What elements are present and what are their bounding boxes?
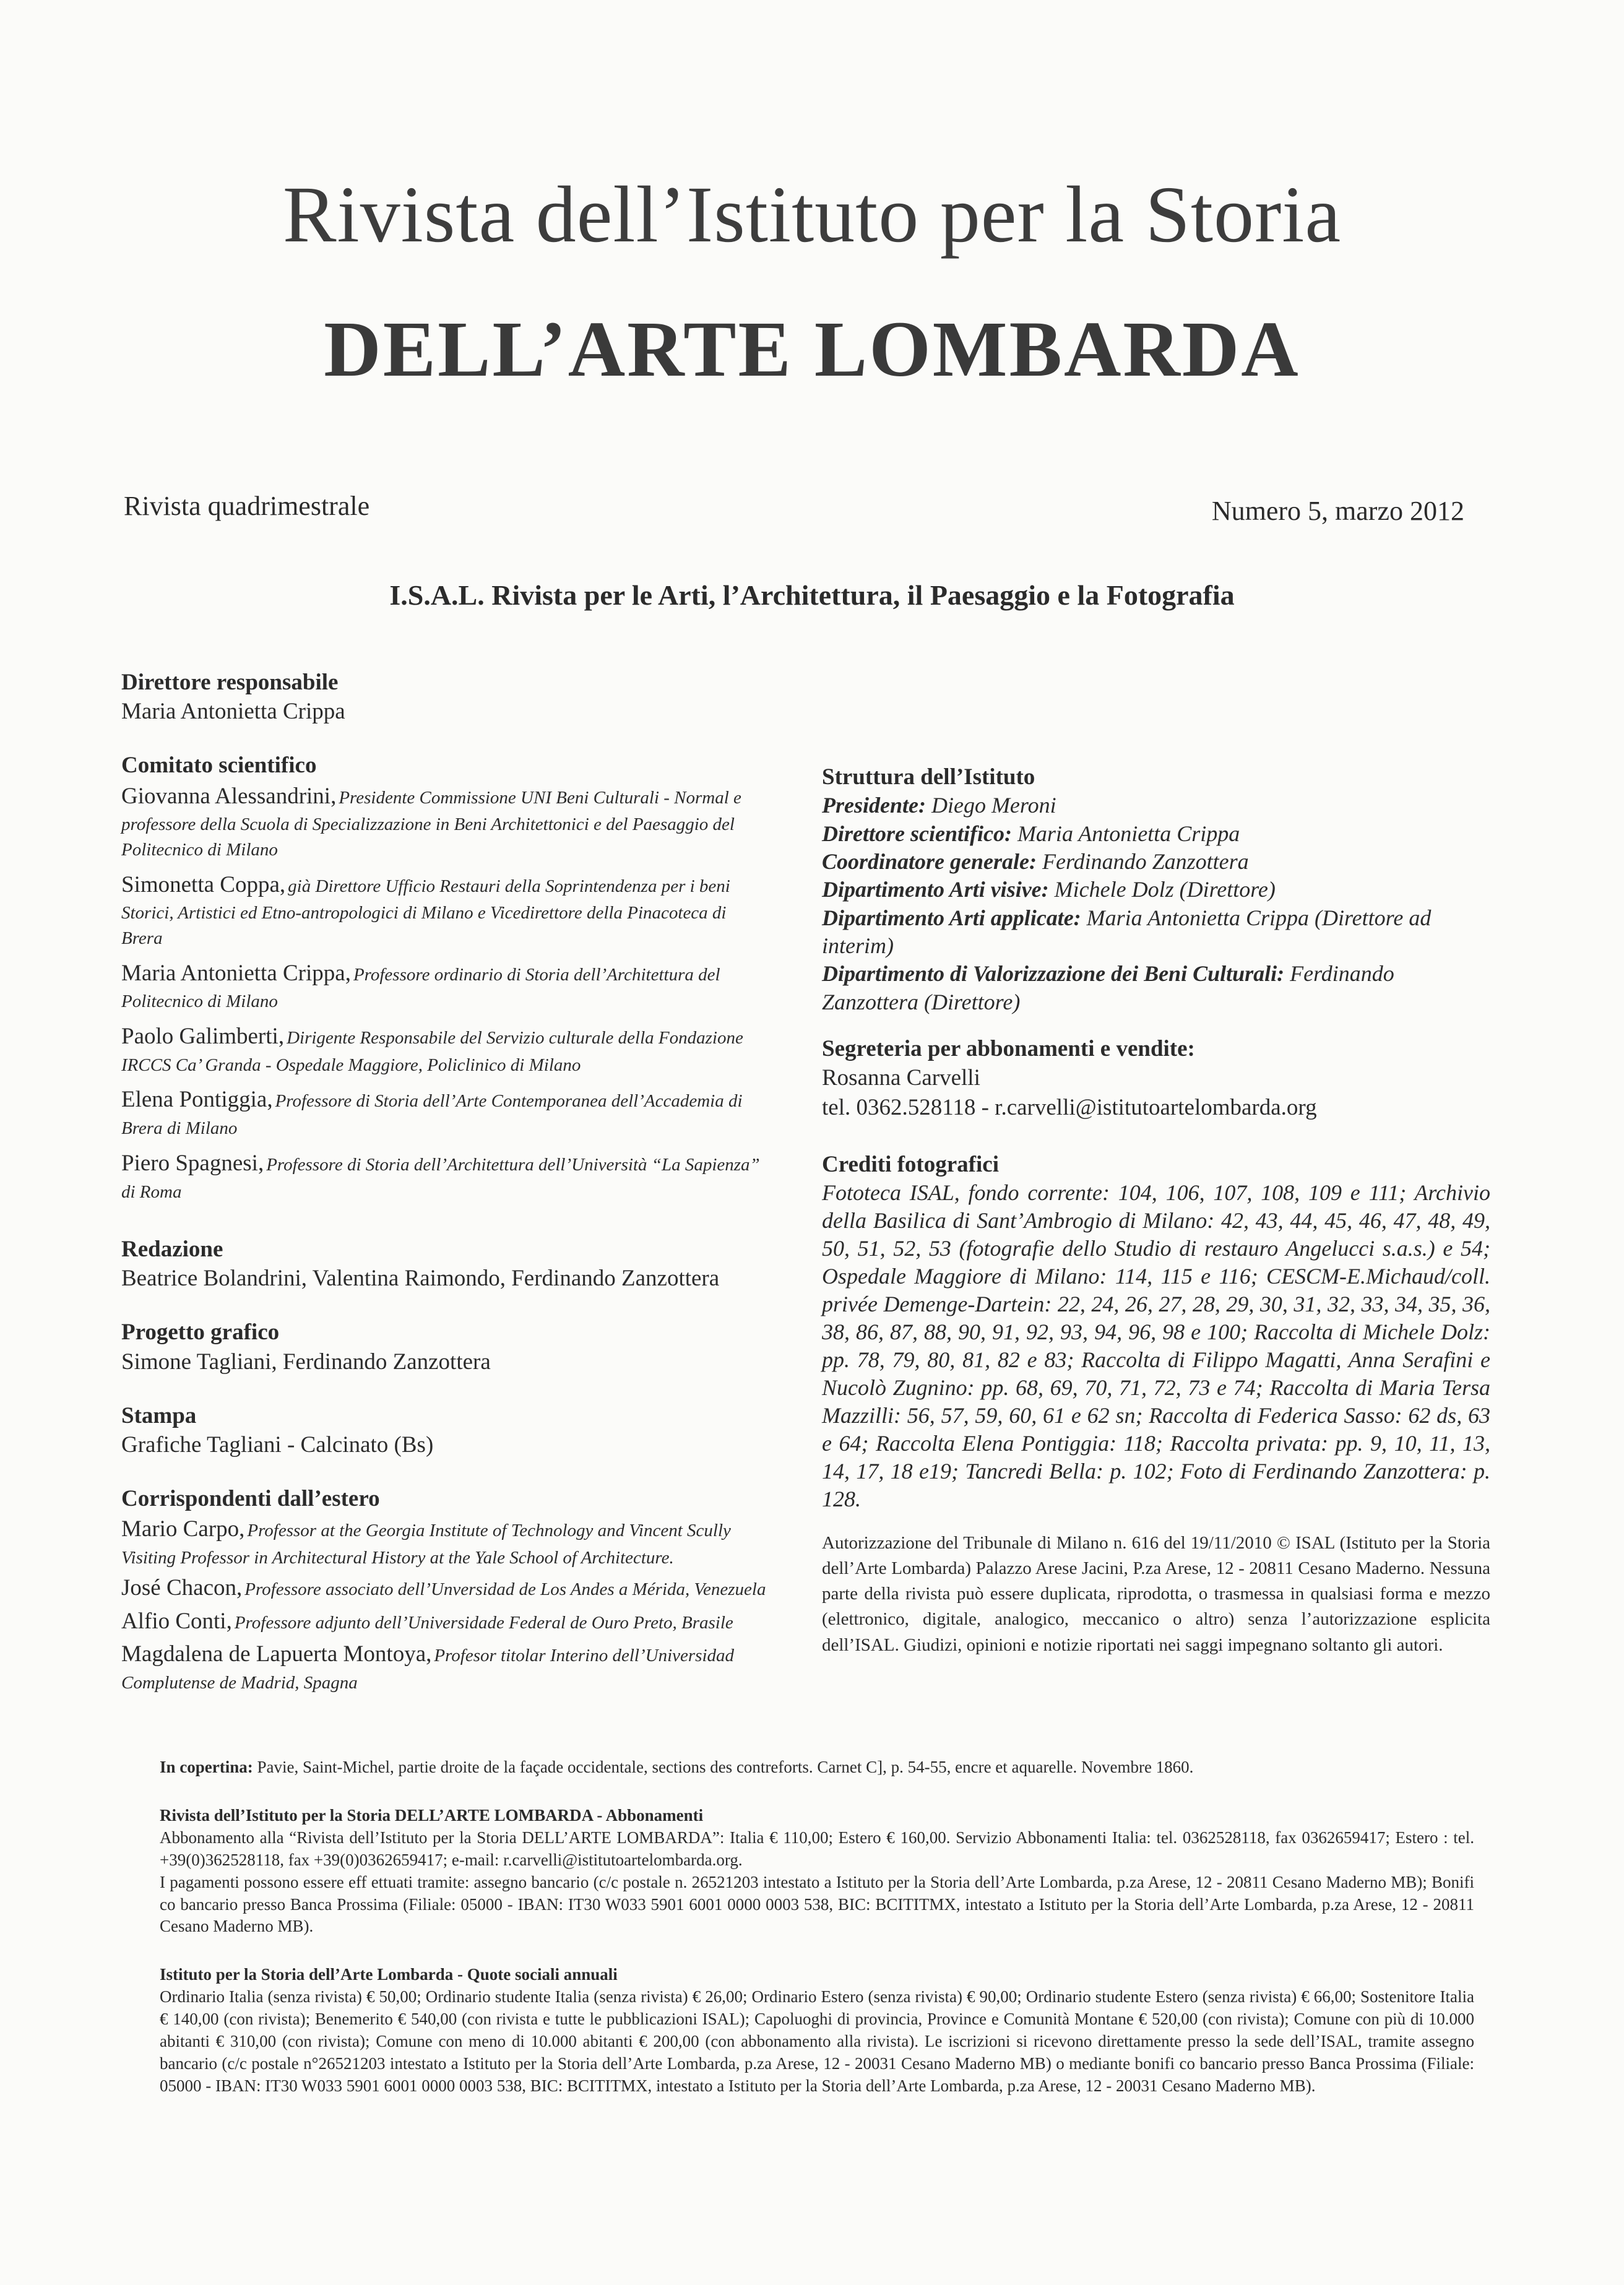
- struttura-role: Presidente:: [822, 793, 926, 818]
- left-column: [121, 668, 771, 1697]
- member-role: Professore di Storia dell’Arte Contemporanea dell’Accademia di Brera di Milano: [121, 1091, 743, 1139]
- direttore-name: Maria Antonietta Crippa: [121, 699, 345, 725]
- struttura-value: Maria Antonietta Crippa (Direttore ad interim): [822, 905, 1432, 959]
- autorizzazione-text: Autorizzazione del Tribunale di Milano n. 616 del 19/11/2010 © ISAL (Istituto per la Storia dell’Arte Lombarda) Palazzo Arese Jacini, P.za Arese, 12 - 20811 Cesano Maderno. Nessuna parte della rivista può essere duplicata, riprodotta, o trasmessa in qualsiasi forma e mezzo (elettronico, digitale, analogico, meccanico o altro) senza l’autorizzazione esplicita dell’ISAL. Giudizi, opinioni e notizie riportati nei saggi impegnano soltanto gli autori.: [822, 1532, 1490, 1655]
- struttura-line: [822, 876, 1490, 904]
- abbonamenti-paragraph: Abbonamento alla “Rivista dell’Istituto per la Storia DELL’ARTE LOMBARDA”: Italia € 110,00; Estero € 160,00. Servizio Abbonamenti Italia: tel. 0362528118, fax 0362659417; Estero : tel. +39(0)362528118, fax +39(0)0362659417; e-mail: r.carvelli@istitutoartelombarda.org.: [160, 1828, 1474, 1869]
- struttura-value: Ferdinando Zanzottera: [1042, 849, 1249, 874]
- segreteria-name: Rosanna Carvelli: [822, 1065, 980, 1091]
- member-name: Paolo Galimberti,: [121, 1023, 285, 1049]
- pagamenti-paragraph: I pagamenti possono essere eff ettuati tramite: assegno bancario (c/c postale n. 26521203 intestato a Istituto per la Storia dell’Arte Lombarda, p.za Arese, 12 - 20811 Cesano Maderno MB); Bonifi co bancario presso Banca Prossima (Filiale: 05000 - IBAN: IT30 W033 5901 6001 0000 0003 538, BIC: BCITITMX, intestato a Istituto per la Storia dell’Arte Lombarda, p.za Arese, 12 - 20811 Cesano Maderno MB).: [160, 1872, 1474, 1936]
- segreteria-contact: tel. 0362.528118 - r.carvelli@istitutoartelombarda.org: [822, 1095, 1317, 1121]
- member-role: Professore di Storia dell’Architettura dell’Università “La Sapienza” di Roma: [121, 1154, 760, 1202]
- comitato-entry: [121, 957, 771, 1014]
- correspondent-name: Mario Carpo,: [121, 1516, 245, 1542]
- member-role: già Direttore Ufficio Restauri della Soprintendenza per i beni Storici, Artistici ed Etno-antropologici di Milano e Vicedirettore della Pinacoteca di Brera: [121, 876, 730, 948]
- correspondent-role: Profesor titolar Interino dell’Universidad Complutense de Madrid, Spagna: [121, 1646, 735, 1693]
- copertina-note: [160, 1756, 1474, 1779]
- redazione-heading: Redazione: [121, 1237, 223, 1263]
- struttura-role: Dipartimento di Valorizzazione dei Beni Culturali:: [822, 961, 1285, 987]
- abbonamenti-heading: Rivista dell’Istituto per la Storia DELL’ARTE LOMBARDA - Abbonamenti: [160, 1805, 704, 1825]
- bottom-notes: [160, 1756, 1474, 2123]
- struttura-role: Coordinatore generale:: [822, 849, 1037, 874]
- stampa-heading: Stampa: [121, 1402, 197, 1428]
- struttura-line: [822, 820, 1490, 848]
- comitato-heading: Comitato scientifico: [121, 753, 317, 779]
- comitato-entry: [121, 1084, 771, 1141]
- struttura-value: Diego Meroni: [931, 793, 1056, 818]
- struttura-value: Ferdinando Zanzottera (Direttore): [822, 961, 1394, 1014]
- correspondent-name: José Chacon,: [121, 1574, 243, 1600]
- stampa-names: Grafiche Tagliani - Calcinato (Bs): [121, 1432, 434, 1458]
- struttura-role: Dipartimento Arti visive:: [822, 877, 1049, 902]
- crediti-heading: Crediti fotografici: [822, 1151, 999, 1177]
- corrispondente-entry: [121, 1572, 771, 1604]
- struttura-line: [822, 792, 1490, 819]
- crediti-text: Fototeca ISAL, fondo corrente: 104, 106, 107, 108, 109 e 111; Archivio della Basilica di Sant’Ambrogio di Milano: 42, 43, 44, 45, 46, 47, 48, 49, 50, 51, 52, 53 (fotografie dello Studio di restauro Angelucci s.a.s.) e 54; Ospedale Maggiore di Milano: 114, 115 e 116; CESCM-E.Michaud/coll. privée Demenge-Dartein: 22, 24, 26, 27, 28, 29, 30, 31, 32, 33, 34, 35, 36, 38, 86, 87, 88, 90, 91, 92, 93, 94, 96, 98 e 100; Raccolta di Michele Dolz: pp. 78, 79, 80, 81, 82 e 83; Raccolta di Filippo Magatti, Anna Serafini e Nucolò Zugnino: pp. 68, 69, 70, 71, 72, 73 e 74; Raccolta di Maria Tersa Mazzilli: 56, 57, 59, 60, 61 e 62 sn; Raccolta di Federica Sasso: 62 ds, 63 e 64; Raccolta Elena Pontiggia: 118; Raccolta privata: pp. 9, 10, 11, 13, 14, 17, 18 e19; Tancredi Bella: p. 102; Foto di Ferdinando Zanzottera: p. 128.: [822, 1180, 1490, 1511]
- quote-block: [160, 1964, 1474, 2097]
- correspondent-name: Magdalena de Lapuerta Montoya,: [121, 1641, 432, 1667]
- struttura-heading: Struttura dell’Istituto: [822, 764, 1035, 790]
- redazione-names: Beatrice Bolandrini, Valentina Raimondo, Ferdinando Zanzottera: [121, 1266, 720, 1292]
- correspondent-role: Professore adjunto dell’Universidade Federal de Ouro Preto, Brasile: [234, 1612, 733, 1633]
- member-role: Professore ordinario di Storia dell’Architettura del Politecnico di Milano: [121, 964, 720, 1012]
- direttore-heading: Direttore responsabile: [121, 670, 339, 695]
- member-role: Presidente Commissione UNI Beni Culturali - Normal e professore della Scuola di Specializzazione in Beni Architettonici e del Paesaggio del Politecnico di Milano: [121, 787, 741, 860]
- correspondent-role: Professore associato dell’Unversidad de Los Andes a Mérida, Venezuela: [244, 1579, 766, 1599]
- periodicity-label: Rivista quadrimestrale: [124, 491, 370, 521]
- struttura-role: Dipartimento Arti applicate:: [822, 905, 1081, 930]
- masthead-subtitle: DELL’ARTE LOMBARDA: [324, 305, 1300, 393]
- masthead-title: Rivista dell’Istituto per la Storia: [282, 170, 1342, 259]
- member-role: Dirigente Responsabile del Servizio culturale della Fondazione IRCCS Ca’ Granda - Ospedale Maggiore, Policlinico di Milano: [121, 1027, 743, 1075]
- corrispondente-entry: [121, 1513, 771, 1570]
- copertina-label: In copertina:: [160, 1758, 253, 1776]
- member-name: Elena Pontiggia,: [121, 1087, 273, 1113]
- struttura-value: Michele Dolz (Direttore): [1054, 877, 1276, 902]
- quote-paragraph: Ordinario Italia (senza rivista) € 50,00; Ordinario studente Italia (senza rivista) € 26,00; Ordinario Estero (senza rivista) € 90,00; Ordinario studente Estero (senza rivista) € 66,00; Sostenitore Italia € 140,00 (con rivista); Benemerito € 540,00 (con rivista e tutte le pubblicazioni ISAL); Capoluoghi di provincia, Province e Comunità Montane € 520,00 (con rivista); Comune con più di 10.000 abitanti € 310,00 (con rivista); Comune con meno di 10.000 abitanti € 200,00 (con abbonamento alla rivista). Le iscrizioni si ricevono direttamente presso la sede dell’ISAL, tramite assegno bancario (c/c postale n°26521203 intestato a Istituto per la Storia dell’Arte Lombarda, p.za Arese, 12 - 20031 Cesano Maderno MB) o mediante bonifi co bancario presso Banca Prossima (Filiale: 05000 - IBAN: IT30 W033 5901 6001 0000 0003 538, BIC: BCITITMX, intestato a Istituto per la Storia dell’Arte Lombarda, p.za Arese, 12 - 20031 Cesano Maderno MB).: [160, 1987, 1474, 2095]
- corrispondente-entry: [121, 1638, 771, 1695]
- corrispondenti-heading: Corrispondenti dall’estero: [121, 1486, 380, 1512]
- quote-heading: Istituto per la Storia dell’Arte Lombarda - Quote sociali annuali: [160, 1965, 618, 1984]
- correspondent-role: Professor at the Georgia Institute of Technology and Vincent Scully Visiting Professor in Architectural History at the Yale School of Architecture.: [121, 1521, 731, 1568]
- struttura-line: [822, 960, 1490, 1016]
- comitato-entry: [121, 780, 771, 863]
- struttura-line: [822, 848, 1490, 876]
- isal-heading: I.S.A.L. Rivista per le Arti, l’Architettura, il Paesaggio e la Fotografia: [389, 579, 1235, 611]
- struttura-line: [822, 904, 1490, 961]
- struttura-value: Maria Antonietta Crippa: [1017, 821, 1240, 846]
- member-name: Piero Spagnesi,: [121, 1150, 264, 1176]
- struttura-role: Direttore scientifico:: [822, 821, 1012, 846]
- comitato-entry: [121, 1021, 771, 1078]
- progetto-names: Simone Tagliani, Ferdinando Zanzottera: [121, 1349, 491, 1375]
- issue-number: Numero 5, marzo 2012: [1211, 496, 1464, 526]
- correspondent-name: Alfio Conti,: [121, 1608, 232, 1634]
- abbonamenti-block: [160, 1805, 1474, 1938]
- member-name: Maria Antonietta Crippa,: [121, 960, 351, 986]
- right-column: [822, 763, 1490, 1658]
- member-name: Giovanna Alessandrini,: [121, 783, 337, 809]
- comitato-entry: [121, 869, 771, 951]
- segreteria-heading: Segreteria per abbonamenti e vendite:: [822, 1036, 1195, 1062]
- corrispondente-entry: [121, 1605, 771, 1638]
- progetto-heading: Progetto grafico: [121, 1320, 280, 1346]
- member-name: Simonetta Coppa,: [121, 871, 286, 897]
- copertina-text: Pavie, Saint-Michel, partie droite de la façade occidentale, sections des contreforts. Carnet C], p. 54-55, encre et aquarelle. Novembre 1860.: [257, 1758, 1194, 1776]
- comitato-entry: [121, 1147, 771, 1204]
